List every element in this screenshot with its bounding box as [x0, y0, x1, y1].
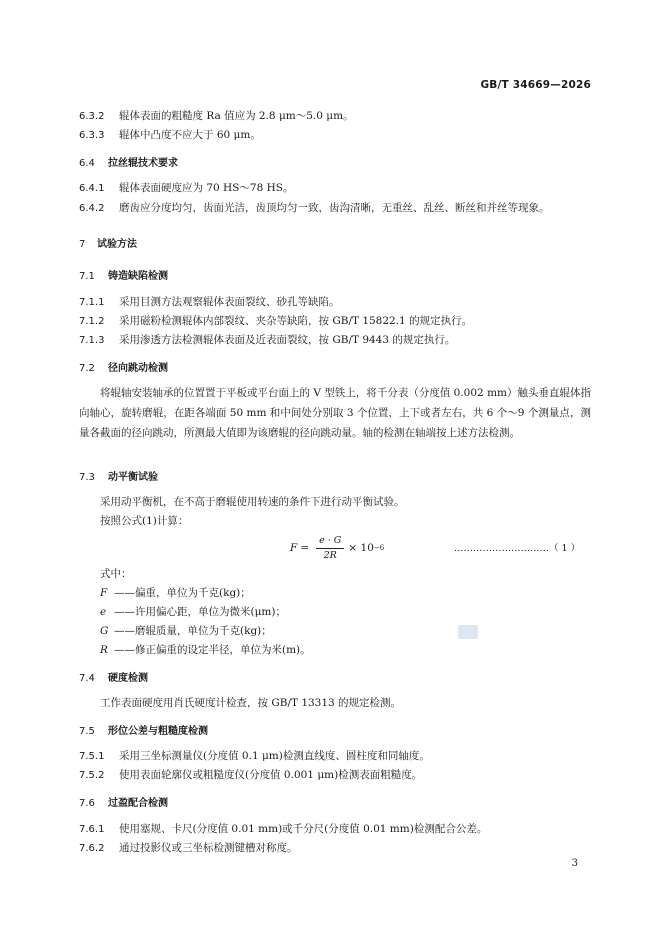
clause-text: 磨齿应分度均匀，齿面光洁，齿顶均匀一致，齿沟清晰，无重丝、乱丝、断丝和并丝等现象。	[119, 202, 550, 214]
definition-symbol: F	[100, 587, 108, 599]
section-title: 形位公差与粗糙度检测	[108, 726, 208, 737]
formula-equals: =	[300, 541, 310, 554]
clause-number: 6.4.1	[79, 183, 105, 194]
section-7-6-heading	[79, 797, 591, 811]
definition-symbol: R	[100, 644, 108, 656]
clause-6-3-3	[79, 129, 591, 143]
section-number: 7.5	[79, 726, 95, 737]
section-number: 7.6	[79, 798, 95, 809]
clause-text: 采用渗透方法检测辊体表面及近表面裂纹，按 GB/T 9443 的规定执行。	[119, 334, 456, 346]
clause-number: 6.4.2	[79, 203, 105, 214]
chapter-title: 试验方法	[97, 239, 137, 250]
section-7-4-heading	[79, 672, 591, 686]
clause-number: 7.1.2	[79, 316, 105, 327]
section-title: 硬度检测	[108, 673, 148, 684]
section-6-4-heading	[79, 157, 591, 171]
section-number: 7.2	[79, 363, 95, 374]
formula-lhs: F	[290, 541, 298, 554]
definition-f	[100, 587, 251, 600]
section-7-1-heading	[79, 270, 591, 284]
watermark-badge	[458, 625, 478, 639]
chapter-7-heading	[79, 238, 591, 252]
clause-number: 7.5.1	[79, 751, 105, 762]
clause-text: 辊体中凸度不应大于 60 μm。	[119, 129, 261, 141]
clause-number: 7.1.1	[79, 297, 105, 308]
clause-text: 使用表面轮廓仪或粗糙度仪(分度值 0.001 μm)检测表面粗糙度。	[119, 769, 423, 781]
section-7-3-heading	[79, 471, 591, 485]
clause-number: 7.6.2	[79, 843, 105, 854]
section-7-4-paragraph: 工作表面硬度用肖氏硬度计检查，按 GB/T 13313 的规定检测。	[100, 697, 402, 709]
formula-times: × 10	[348, 541, 374, 554]
section-7-2-heading	[79, 362, 591, 376]
clause-7-5-2	[79, 769, 591, 783]
clause-7-1-3	[79, 334, 591, 348]
definition-text: ——许用偏心距，单位为微米(μm)；	[114, 606, 286, 618]
clause-text: 辊体表面的粗糙度 Ra 值应为 2.8 μm～5.0 μm。	[119, 110, 354, 122]
section-number: 6.4	[79, 158, 95, 169]
definition-g	[100, 625, 272, 638]
clause-7-1-1	[79, 296, 591, 310]
chapter-number: 7	[79, 239, 86, 250]
standard-code: GB/T 34669—2026	[480, 79, 591, 91]
clause-text: 辊体表面硬度应为 70 HS～78 HS。	[119, 182, 294, 194]
section-7-3-line1: 采用动平衡机，在不高于磨辊使用转速的条件下进行动平衡试验。	[100, 496, 405, 508]
definition-e	[100, 606, 286, 619]
formula-exponent: −6	[373, 544, 385, 552]
section-number: 7.3	[79, 472, 95, 483]
section-7-3-line2: 按照公式(1)计算：	[100, 515, 189, 527]
clause-7-6-1	[79, 823, 591, 837]
clause-6-4-2	[79, 202, 591, 216]
definition-text: ——磨辊质量，单位为千克(kg)；	[114, 625, 272, 637]
section-title: 铸造缺陷检测	[108, 271, 168, 282]
clause-number: 7.1.3	[79, 335, 105, 346]
formula-denominator: 2R	[323, 549, 337, 561]
clause-number: 6.3.2	[79, 111, 105, 122]
formula-fraction	[316, 535, 344, 562]
clause-text: 通过投影仪或三坐标检测键槽对称度。	[119, 842, 298, 854]
clause-number: 7.6.1	[79, 824, 105, 835]
section-7-5-heading	[79, 725, 591, 739]
formula-numerator: e · G	[316, 535, 344, 549]
section-number: 7.1	[79, 271, 95, 282]
clause-number: 6.3.3	[79, 130, 105, 141]
definition-symbol: e	[100, 606, 107, 618]
section-title: 过盈配合检测	[108, 798, 168, 809]
clause-number: 7.5.2	[79, 770, 105, 781]
section-title: 径向跳动检测	[108, 363, 168, 374]
definition-r	[100, 644, 311, 657]
definition-text: ——偏重，单位为千克(kg)；	[114, 587, 251, 599]
clause-6-4-1	[79, 182, 591, 196]
section-number: 7.4	[79, 673, 95, 684]
definition-symbol: G	[100, 625, 109, 637]
formula-1	[290, 535, 384, 565]
clause-7-6-2	[79, 842, 591, 856]
section-7-2-paragraph: 将辊轴安装轴承的位置置于平板或平台面上的 V 型铁上，将千分表（分度值 0.002 mm）触头垂直辊体指向轴心，旋转磨辊，在距各端面 50 mm 和中间处分别取 3 个位置，上下或者左右，共 6 个～9 个测量点，测量各截面的径向跳动，所测最大值即为该磨辊的径向跳动量。轴的检测在轴端按上述方法检测。	[79, 387, 591, 439]
definition-text: ——修正偏重的设定半径，单位为米(m)。	[114, 644, 311, 656]
clause-text: 采用目测方法观察辊体表面裂纹、砂孔等缺陷。	[119, 296, 340, 308]
clause-text: 使用塞规、卡尺(分度值 0.01 mm)或千分尺(分度值 0.01 mm)检测配合公差。	[119, 823, 488, 835]
clause-7-5-1	[79, 750, 591, 764]
section-title: 动平衡试验	[108, 472, 158, 483]
clause-6-3-2	[79, 110, 591, 124]
formula-number: …………………………（ 1 ）	[454, 543, 581, 554]
where-label: 式中：	[100, 568, 132, 580]
section-title: 拉丝辊技术要求	[108, 158, 178, 169]
page-number: 3	[571, 858, 578, 869]
clause-text: 采用三坐标测量仪(分度值 0.1 μm)检测直线度、圆柱度和同轴度。	[119, 750, 430, 762]
clause-7-1-2	[79, 315, 591, 329]
clause-text: 采用磁粉检测辊体内部裂纹、夹杂等缺陷，按 GB/T 15822.1 的规定执行。	[119, 315, 473, 327]
